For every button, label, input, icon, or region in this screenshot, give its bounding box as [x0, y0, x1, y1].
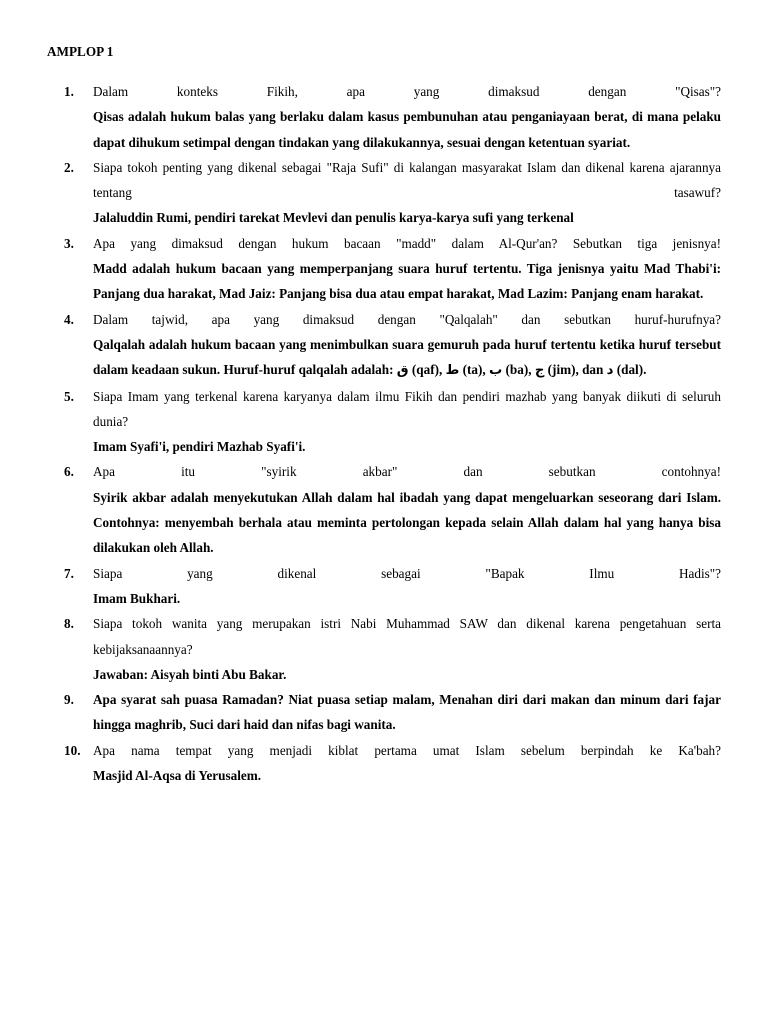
list-item [47, 79, 721, 155]
item-number: 10. [64, 742, 81, 758]
answer-text: Jawaban: Aisyah binti Abu Bakar. [93, 666, 287, 682]
item-number: 5. [64, 388, 74, 404]
item-number: 8. [64, 616, 74, 632]
list-item [47, 738, 721, 789]
item-number: 7. [64, 565, 74, 581]
list-item [47, 307, 721, 384]
list-item [47, 384, 721, 460]
list-item [47, 231, 721, 307]
answer-text: Syirik akbar adalah menyekutukan Allah dalam hal ibadah yang dapat mengeluarkan seseorang dari Islam. Contohnya: menyembah berhala atau meminta pertolongan kepada selain Allah dalam hal yang hanya bisa dilakukan oleh Allah. [93, 489, 721, 556]
item-number: 3. [64, 235, 74, 251]
answer-text: Madd adalah hukum bacaan yang memperpanjang suara huruf tertentu. Tiga jenisnya yaitu Mad Thabi'i: Panjang dua harakat, Mad Jaiz: Panjang bisa dua atau empat harakat, Mad Lazim: Panjang enam harakat. [93, 261, 721, 302]
question-text: Dalam tajwid, apa yang dimaksud dengan "Qalqalah" dan sebutkan huruf-hurufnya? [93, 311, 721, 327]
question-text: Siapa Imam yang terkenal karena karyanya dalam ilmu Fikih dan pendiri mazhab yang banyak diikuti di seluruh dunia? [93, 388, 721, 429]
list-item [47, 687, 721, 738]
question-text: Dalam konteks Fikih, apa yang dimaksud dengan "Qisas"? [93, 84, 721, 99]
item-number: 1. [64, 84, 74, 99]
list-item [47, 459, 721, 560]
arabic-letter-ba: ب [488, 363, 503, 379]
answer-text: Imam Syafi'i, pendiri Mazhab Syafi'i. [93, 439, 306, 455]
question-list [47, 79, 721, 788]
letter-name: (dal). [616, 362, 647, 378]
document-title: AMPLOP 1 [47, 44, 114, 59]
letter-name: (ta), [462, 362, 486, 378]
letter-name: (jim), dan [547, 362, 604, 378]
arabic-letter-qaf: ق [396, 363, 409, 379]
question-text: Apa itu "syirik akbar" dan sebutkan contohnya! [93, 464, 721, 480]
answer-text: Apa syarat sah puasa Ramadan? Niat puasa setiap malam, Menahan diri dari makan dan minum dari fajar hingga maghrib, Suci dari haid dan nifas bagi wanita. [93, 692, 721, 733]
list-item [47, 155, 721, 231]
answer-intro: Qalqalah adalah hukum bacaan yang menimbulkan suara gemuruh pada huruf tertentu ketika huruf tersebut dalam keadaan sukun. Huruf-huruf qalqalah adalah: [93, 336, 721, 378]
item-number: 4. [64, 311, 74, 327]
question-text: Apa nama tempat yang menjadi kiblat pertama umat Islam sebelum berpindah ke Ka'bah? [93, 742, 721, 758]
item-number: 6. [64, 464, 74, 480]
answer-text: Qisas adalah hukum balas yang berlaku dalam kasus pembunuhan atau penganiayaan berat, di mana pelaku dapat dihukum setimpal dengan tindakan yang dilakukannya, sesuai dengan ketentuan syariat. [93, 109, 721, 150]
letter-name: (qaf), [411, 362, 443, 378]
arabic-letter-ta: ط [445, 363, 460, 379]
answer-text: Masjid Al-Aqsa di Yerusalem. [93, 768, 262, 784]
answer-text: Jalaluddin Rumi, pendiri tarekat Mevlevi dan penulis karya-karya sufi yang terkenal [93, 210, 574, 226]
question-text: Siapa yang dikenal sebagai "Bapak Ilmu Hadis"? [93, 565, 721, 581]
list-item [47, 561, 721, 612]
question-text: Apa yang dimaksud dengan hukum bacaan "madd" dalam Al-Qur'an? Sebutkan tiga jenisnya! [93, 235, 721, 251]
item-number: 2. [64, 159, 74, 175]
question-text: Siapa tokoh wanita yang merupakan istri Nabi Muhammad SAW dan dikenal karena pengetahuan serta kebijaksanaannya? [93, 616, 721, 657]
arabic-letter-dal: د [606, 363, 614, 379]
answer-text: Imam Bukhari. [93, 590, 181, 606]
arabic-letter-jim: ج [534, 363, 545, 379]
answer-text [93, 332, 721, 384]
item-number: 9. [64, 692, 74, 708]
question-text: Siapa tokoh penting yang dikenal sebagai "Raja Sufi" di kalangan masyarakat Islam dan dikenal karena ajarannya tentang tasawuf? [93, 159, 721, 201]
letter-name: (ba), [505, 362, 532, 378]
list-item [47, 611, 721, 687]
